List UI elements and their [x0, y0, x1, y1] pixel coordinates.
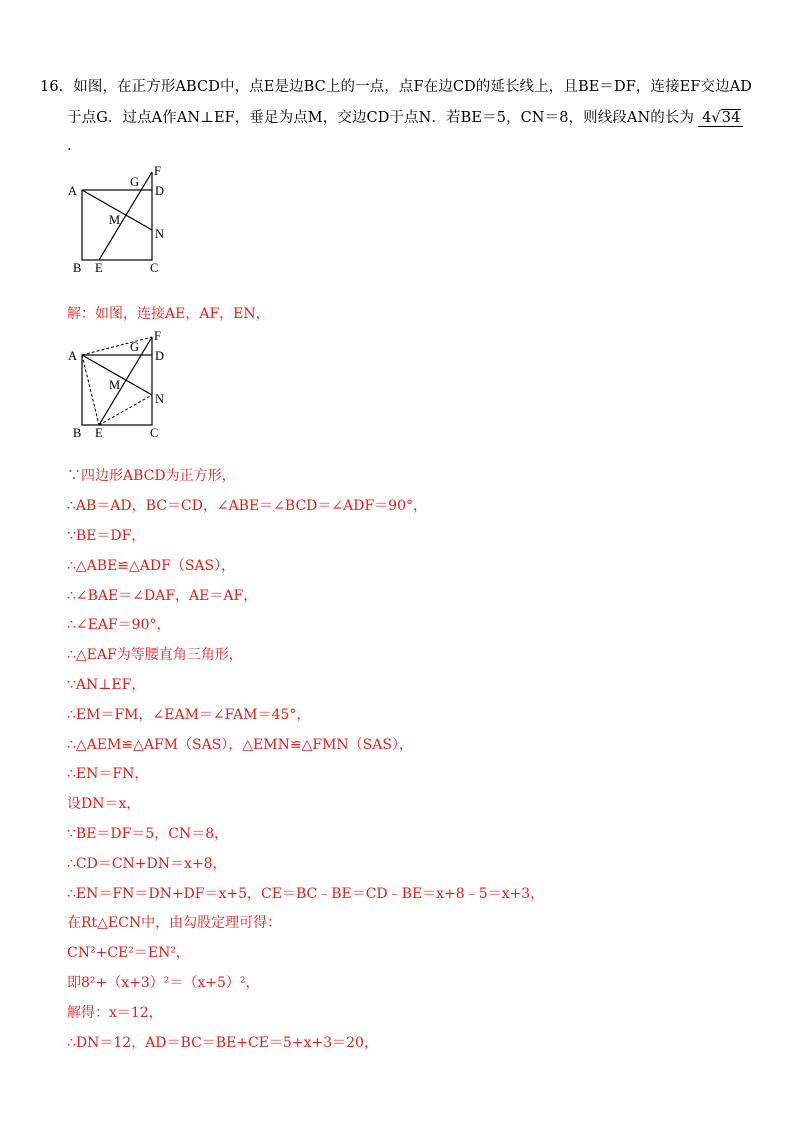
solution-line-20: 解得：x＝12，	[67, 1005, 163, 1021]
label-f: F	[154, 164, 161, 178]
solution-line-4: ∵BE＝DF，	[67, 528, 146, 544]
question-text: 于点G．过点A作AN⊥EF，垂足为点M，交边CD于点N．若BE＝5，CN＝8，则线段AN的长为	[67, 110, 695, 126]
question-line-2	[67, 106, 743, 127]
label-e: E	[95, 426, 103, 440]
label-n: N	[155, 227, 165, 241]
solution-line-16: ∴EN＝FN＝DN+DF＝x+5，CE＝BC﹣BE＝CD﹣BE＝x+8﹣5＝x+3，	[67, 886, 545, 902]
label-g: G	[130, 340, 140, 354]
label-d: D	[155, 349, 165, 363]
segment-ef	[99, 172, 152, 260]
question-line-1: 16．如图，在正方形ABCD中，点E是边BC上的一点，点F在边CD的延长线上，且BE＝DF，连接EF交边AD	[40, 79, 753, 95]
solution-line-2: ∵四边形ABCD为正方形，	[67, 468, 236, 484]
label-f: F	[154, 329, 161, 343]
sqrt-sign: √	[711, 110, 721, 126]
label-c: C	[150, 426, 159, 440]
figure-2	[60, 325, 190, 449]
solution-line-18: CN²+CE²＝EN²，	[67, 945, 190, 961]
answer-blank	[698, 110, 743, 127]
label-m: M	[109, 213, 121, 227]
solution-line-17: 在Rt△ECN中，由勾股定理可得：	[67, 915, 282, 931]
label-d: D	[155, 184, 165, 198]
answer-coefficient: 4	[702, 110, 712, 126]
answer-radicand: 34	[721, 110, 741, 126]
label-m: M	[109, 378, 121, 392]
solution-line-6: ∴∠BAE＝∠DAF，AE＝AF，	[67, 588, 258, 604]
label-a: A	[68, 349, 78, 363]
figure-2-diagram	[60, 325, 190, 445]
label-a: A	[68, 184, 78, 198]
solution-line-19: 即8²+（x+3）²＝（x+5）²，	[67, 975, 260, 991]
segment-af	[82, 337, 152, 355]
solution-line-3: ∴AB＝AD，BC＝CD，∠ABE＝∠BCD＝∠ADF＝90°，	[67, 498, 427, 514]
solution-line-12: ∴EN＝FN，	[67, 766, 149, 782]
figure-1	[60, 160, 190, 284]
solution-line-9: ∵AN⊥EF，	[67, 677, 146, 693]
segment-ef	[99, 337, 152, 425]
solution-line-1: 解：如图，连接AE，AF，EN，	[67, 306, 270, 322]
solution-line-5: ∴△ABE≌△ADF（SAS），	[67, 558, 236, 574]
label-g: G	[130, 175, 140, 189]
solution-line-21: ∴DN＝12，AD＝BC＝BE+CE＝5+x+3＝20，	[67, 1035, 378, 1051]
segment-ae	[82, 355, 99, 425]
solution-line-8: ∴△EAF为等腰直角三角形，	[67, 647, 243, 663]
label-e: E	[95, 261, 103, 275]
segment-en	[99, 395, 152, 425]
solution-line-14: ∵BE＝DF＝5，CN＝8，	[67, 826, 229, 842]
solution-line-13: 设DN＝x，	[67, 796, 141, 812]
label-c: C	[150, 261, 159, 275]
figure-1-diagram	[60, 160, 190, 280]
solution-line-15: ∴CD＝CN+DN＝x+8，	[67, 856, 227, 872]
solution-line-10: ∴EM＝FM，∠EAM＝∠FAM＝45°，	[67, 707, 311, 723]
label-b: B	[73, 426, 82, 440]
solution-line-7: ∴∠EAF＝90°，	[67, 617, 171, 633]
solution-line-11: ∴△AEM≌△AFM（SAS），△EMN≌△FMN（SAS），	[67, 737, 413, 753]
question-line-3: .	[67, 138, 72, 154]
label-b: B	[73, 261, 82, 275]
label-n: N	[155, 392, 165, 406]
